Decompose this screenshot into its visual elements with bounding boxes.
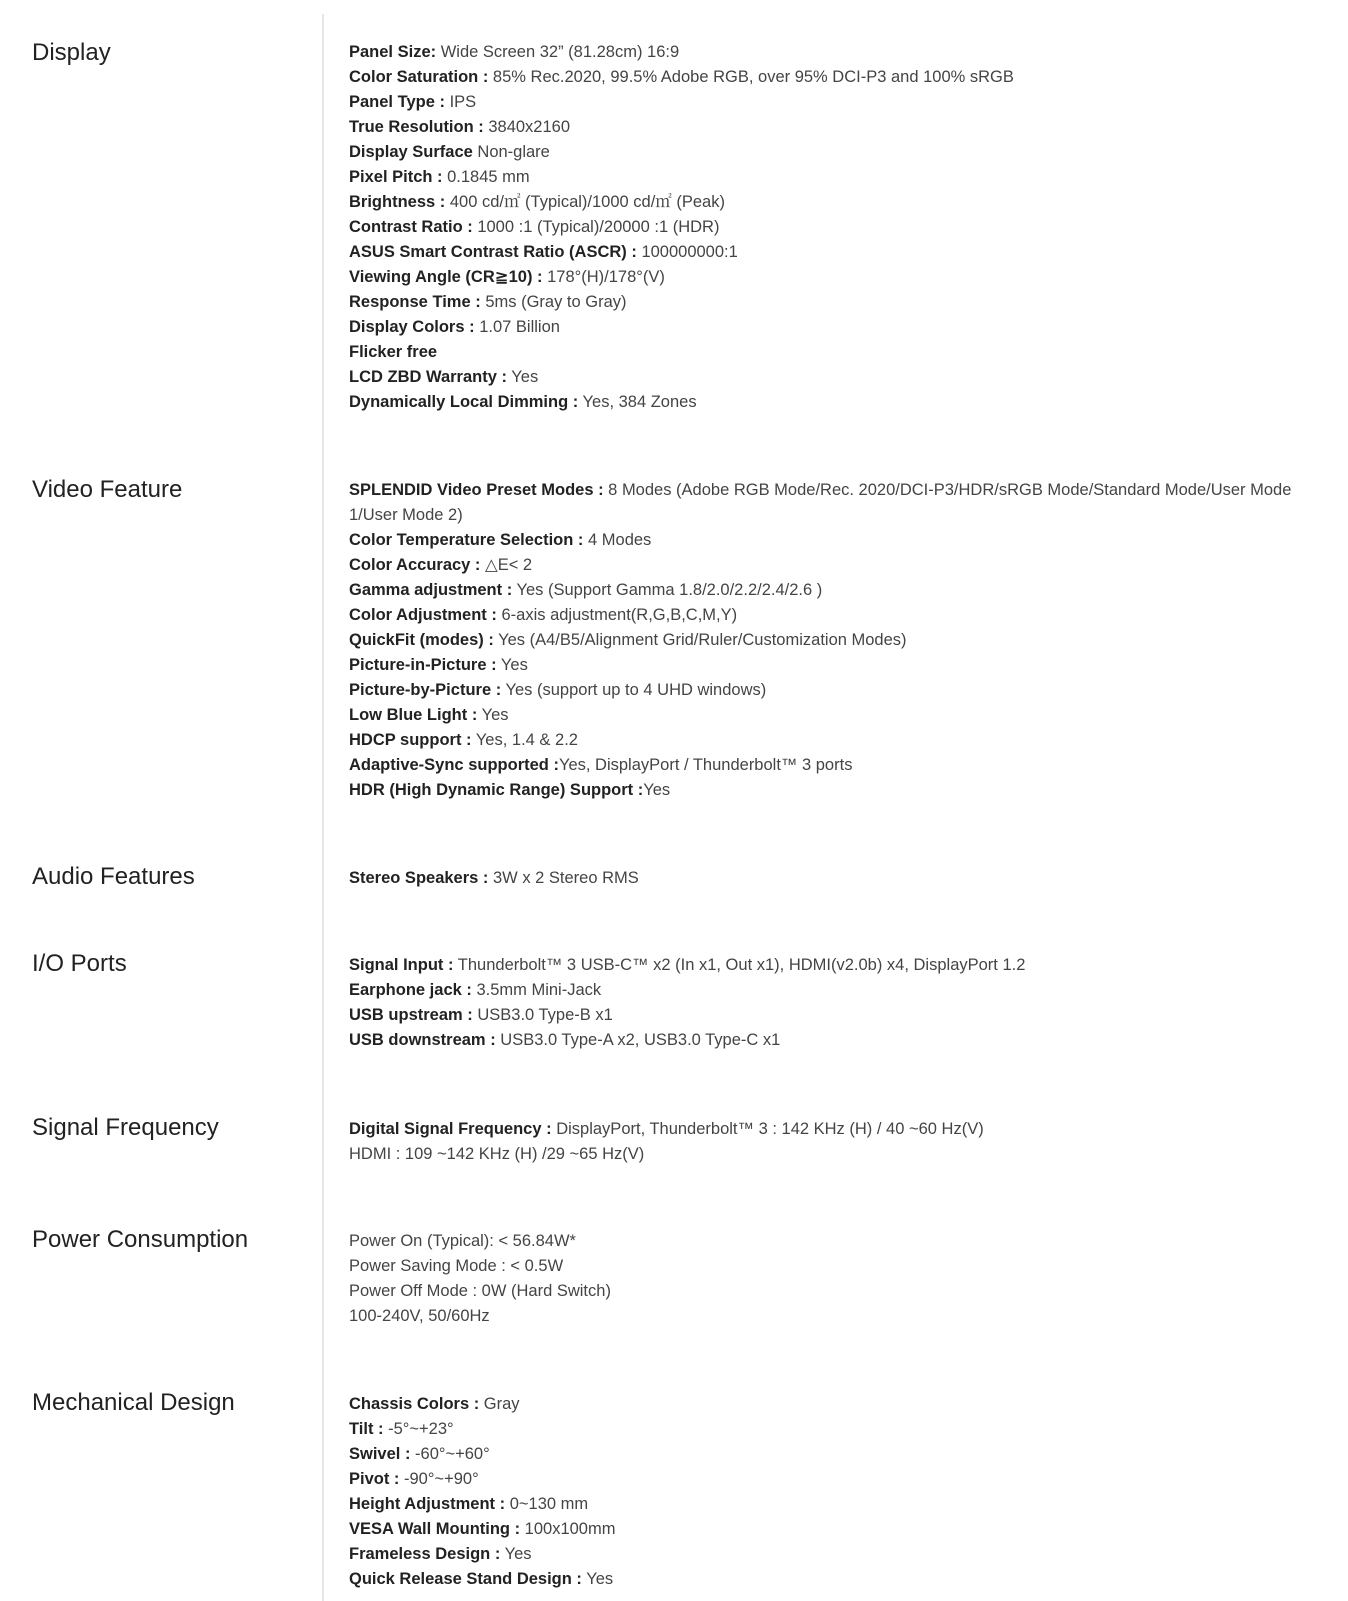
spec-label: Adaptive-Sync supported : — [349, 756, 559, 774]
spec-row — [349, 1117, 1334, 1142]
spec-label: Color Adjustment : — [349, 606, 497, 624]
spec-value: USB3.0 Type-B x1 — [472, 1006, 613, 1024]
spec-row — [349, 90, 1334, 115]
spec-value: 0~130 mm — [505, 1495, 589, 1513]
spec-value: 3840x2160 — [483, 118, 571, 136]
spec-label: Dynamically Local Dimming : — [349, 393, 579, 411]
spec-row — [349, 390, 1334, 415]
spec-value: Yes — [500, 1545, 532, 1563]
spec-row — [349, 703, 1334, 728]
spec-row — [349, 728, 1334, 753]
spec-row — [349, 953, 1334, 978]
spec-value: Yes — [477, 706, 509, 724]
spec-row — [349, 978, 1334, 1003]
spec-value: Yes, 1.4 & 2.2 — [471, 731, 578, 749]
spec-row — [349, 478, 1334, 528]
spec-row — [349, 628, 1334, 653]
spec-label: Picture-by-Picture : — [349, 681, 502, 699]
spec-label: Gamma adjustment : — [349, 581, 513, 599]
spec-value: 100x100mm — [520, 1520, 616, 1538]
spec-row — [349, 653, 1334, 678]
section-body-signal-frequency — [349, 1117, 1334, 1167]
spec-row — [349, 1028, 1334, 1053]
spec-value: 85% Rec.2020, 99.5% Adobe RGB, over 95% DCI-P3 and 100% sRGB — [488, 68, 1014, 86]
spec-value: 5ms (Gray to Gray) — [480, 293, 627, 311]
spec-label: LCD ZBD Warranty : — [349, 368, 507, 386]
section-body-display — [349, 40, 1334, 415]
spec-label: Frameless Design : — [349, 1545, 501, 1563]
spec-row — [349, 553, 1334, 578]
section-body-mechanical-design — [349, 1392, 1334, 1592]
spec-label: ASUS Smart Contrast Ratio (ASCR) : — [349, 243, 637, 261]
spec-label: Signal Input : — [349, 956, 454, 974]
spec-line: Power Saving Mode : < 0.5W — [349, 1257, 564, 1275]
section-body-power-consumption — [349, 1229, 1334, 1329]
spec-row — [349, 190, 1334, 215]
spec-value: 4 Modes — [583, 531, 652, 549]
spec-value: -5°~+23° — [383, 1420, 454, 1438]
spec-row — [349, 1467, 1334, 1492]
section-body-audio-features — [349, 866, 1334, 891]
spec-row — [349, 1392, 1334, 1417]
spec-label: Color Saturation : — [349, 68, 489, 86]
spec-label: USB downstream : — [349, 1031, 496, 1049]
section-title-mechanical-design: Mechanical Design — [32, 1389, 235, 1416]
spec-label: HDCP support : — [349, 731, 472, 749]
spec-row — [349, 1417, 1334, 1442]
spec-value: 0.1845 mm — [442, 168, 530, 186]
spec-label: Quick Release Stand Design : — [349, 1570, 582, 1588]
spec-row — [349, 240, 1334, 265]
spec-value: Yes — [581, 1570, 614, 1588]
section-title-io-ports: I/O Ports — [32, 950, 127, 977]
spec-label: SPLENDID Video Preset Modes : — [349, 481, 604, 499]
section-title-audio-features: Audio Features — [32, 863, 195, 890]
spec-row — [349, 778, 1334, 803]
spec-value: 6-axis adjustment(R,G,B,C,M,Y) — [496, 606, 738, 624]
spec-label: Panel Type : — [349, 93, 445, 111]
spec-value: Yes — [496, 656, 528, 674]
spec-label: Contrast Ratio : — [349, 218, 473, 236]
spec-value: 3W x 2 Stereo RMS — [488, 869, 639, 887]
spec-value: Wide Screen 32” (81.28cm) 16:9 — [436, 43, 680, 61]
spec-row — [349, 290, 1334, 315]
spec-label: Earphone jack : — [349, 981, 472, 999]
spec-label: QuickFit (modes) : — [349, 631, 494, 649]
spec-label: Pixel Pitch : — [349, 168, 443, 186]
spec-label: Digital Signal Frequency : — [349, 1120, 552, 1138]
spec-label: Chassis Colors : — [349, 1395, 480, 1413]
column-divider — [322, 14, 324, 1601]
spec-value: Yes (Support Gamma 1.8/2.0/2.2/2.4/2.6 ) — [512, 581, 823, 599]
spec-value: -90°~+90° — [399, 1470, 479, 1488]
spec-label: Swivel : — [349, 1445, 411, 1463]
spec-row — [349, 578, 1334, 603]
spec-value: IPS — [444, 93, 477, 111]
spec-row — [349, 1003, 1334, 1028]
spec-row — [349, 1542, 1334, 1567]
spec-row — [349, 866, 1334, 891]
spec-row — [349, 678, 1334, 703]
section-title-signal-frequency: Signal Frequency — [32, 1114, 219, 1141]
spec-row — [349, 1442, 1334, 1467]
spec-label: Display Surface — [349, 143, 473, 161]
spec-row — [349, 115, 1334, 140]
spec-label: Stereo Speakers : — [349, 869, 489, 887]
spec-label: Tilt : — [349, 1420, 384, 1438]
spec-line: HDMI : 109 ~142 KHz (H) /29 ~65 Hz(V) — [349, 1145, 645, 1163]
spec-value: Gray — [479, 1395, 520, 1413]
spec-row — [349, 140, 1334, 165]
spec-label: Color Temperature Selection : — [349, 531, 584, 549]
spec-label: USB upstream : — [349, 1006, 473, 1024]
spec-line: Power On (Typical): < 56.84W* — [349, 1232, 576, 1250]
spec-row — [349, 40, 1334, 65]
spec-value: Yes — [506, 368, 539, 386]
spec-value: 400 cd/㎡ (Typical)/1000 cd/㎡ (Peak) — [445, 193, 725, 211]
spec-label: Display Colors : — [349, 318, 475, 336]
spec-row — [349, 315, 1334, 340]
spec-label: HDR (High Dynamic Range) Support : — [349, 781, 644, 799]
spec-label: Viewing Angle (CR≧10) : — [349, 268, 543, 286]
spec-value: -60°~+60° — [410, 1445, 490, 1463]
spec-row — [349, 165, 1334, 190]
spec-label: Response Time : — [349, 293, 481, 311]
spec-row — [349, 1517, 1334, 1542]
spec-value: Yes (A4/B5/Alignment Grid/Ruler/Customization Modes) — [493, 631, 907, 649]
spec-label: Height Adjustment : — [349, 1495, 506, 1513]
spec-row — [349, 753, 1334, 778]
section-body-io-ports — [349, 953, 1334, 1053]
spec-label: Picture-in-Picture : — [349, 656, 497, 674]
spec-label: Low Blue Light : — [349, 706, 478, 724]
spec-row — [349, 365, 1334, 390]
spec-value: USB3.0 Type-A x2, USB3.0 Type-C x1 — [495, 1031, 781, 1049]
section-title-display: Display — [32, 39, 111, 66]
spec-value: 1000 :1 (Typical)/20000 :1 (HDR) — [472, 218, 720, 236]
section-title-video-feature: Video Feature — [32, 476, 183, 503]
spec-value: 1.07 Billion — [474, 318, 560, 336]
spec-row — [349, 65, 1334, 90]
spec-label: Brightness : — [349, 193, 446, 211]
spec-row — [349, 1492, 1334, 1517]
spec-value: 178°(H)/178°(V) — [542, 268, 665, 286]
spec-value: Non-glare — [472, 143, 550, 161]
spec-row — [349, 340, 1334, 365]
spec-row — [349, 603, 1334, 628]
spec-row — [349, 1567, 1334, 1592]
spec-label: Color Accuracy : — [349, 556, 481, 574]
spec-value: Thunderbolt™ 3 USB-C™ x2 (In x1, Out x1), HDMI(v2.0b) x4, DisplayPort 1.2 — [453, 956, 1026, 974]
spec-label: Panel Size: — [349, 43, 437, 61]
spec-row — [349, 215, 1334, 240]
spec-label: Pivot : — [349, 1470, 400, 1488]
spec-label: Flicker free — [349, 343, 438, 361]
spec-value: Yes — [643, 781, 671, 799]
spec-line: 100-240V, 50/60Hz — [349, 1307, 490, 1325]
section-title-power-consumption: Power Consumption — [32, 1226, 249, 1253]
spec-row — [349, 265, 1334, 290]
spec-value: 3.5mm Mini-Jack — [471, 981, 602, 999]
spec-value: 8 Modes (Adobe RGB Mode/Rec. 2020/DCI-P3/HDR/sRGB Mode/Standard Mode/User Mode 1/User Mode 2) — [349, 481, 1292, 524]
spec-value: △E< 2 — [480, 556, 533, 574]
spec-row — [349, 528, 1334, 553]
spec-value: Yes (support up to 4 UHD windows) — [501, 681, 767, 699]
spec-value: 100000000:1 — [636, 243, 738, 261]
spec-line: Power Off Mode : 0W (Hard Switch) — [349, 1282, 611, 1300]
spec-value: Yes, DisplayPort / Thunderbolt™ 3 ports — [558, 756, 853, 774]
spec-label: True Resolution : — [349, 118, 484, 136]
section-body-video-feature — [349, 478, 1334, 803]
spec-value: DisplayPort, Thunderbolt™ 3 : 142 KHz (H) / 40 ~60 Hz(V) — [551, 1120, 984, 1138]
spec-label: VESA Wall Mounting : — [349, 1520, 521, 1538]
spec-value: Yes, 384 Zones — [578, 393, 697, 411]
